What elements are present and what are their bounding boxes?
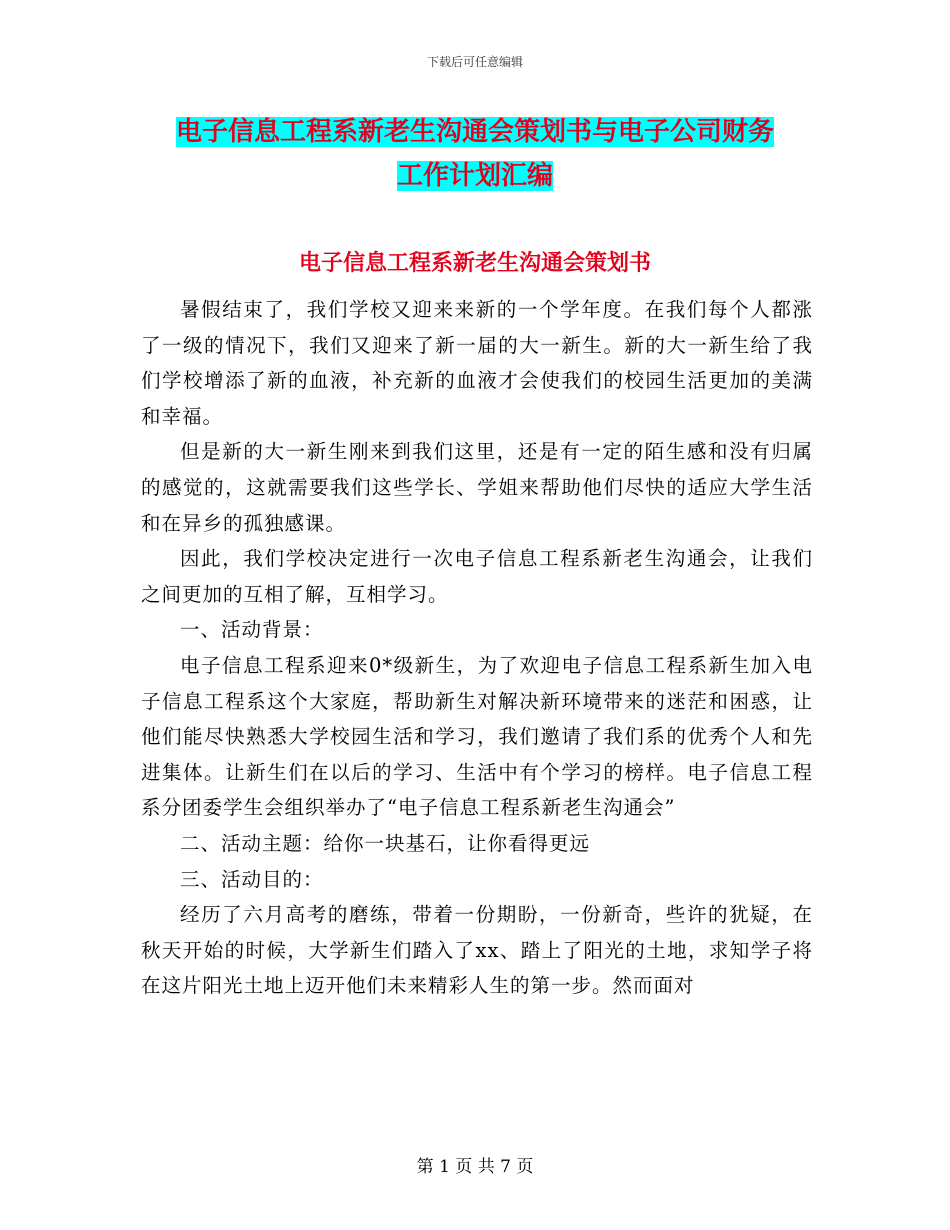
paragraph: 因此，我们学校决定进行一次电子信息工程系新老生沟通会，让我们之间更加的互相了解，互相学习。 — [141, 547, 813, 606]
section-title: 电子信息工程系新老生沟通会策划书 — [298, 250, 651, 276]
document-title-line-2: 工作计划汇编 — [396, 161, 553, 191]
paragraph: 但是新的大一新生刚来到我们这里，还是有一定的陌生感和没有归属的感觉的，这就需要我们这些学长、学姐来帮助他们尽快的适应大学生活和在异乡的孤独感课。 — [141, 440, 813, 535]
page-footer: 第 1 页 共 7 页 — [416, 1157, 534, 1177]
paragraph: 电子信息工程系迎来0*级新生，为了欢迎电子信息工程系新生加入电子信息工程系这个大家庭，帮助新生对解决新环境带来的迷茫和困惑，让他们能尽快熟悉大学校园生活和学习，我们邀请了我们系的优秀个人和先进集体。让新生们在以后的学习、生活中有个学习的榜样。电子信息工程系分团委学生会组织举办了“电子信息工程系新老生沟通会” — [141, 653, 813, 820]
section-heading: 二、活动主题：给你一块基石，让你看得更远 — [180, 831, 591, 855]
header-note: 下载后可任意编辑 — [426, 55, 523, 69]
document-title-line-1: 电子信息工程系新老生沟通会策划书与电子公司财务 — [175, 117, 774, 147]
paragraph: 经历了六月高考的磨练，带着一份期盼，一份新奇，些许的犹疑，在秋天开始的时候，大学新生们踏入了xx、踏上了阳光的土地，求知学子将在这片阳光土地上迈开他们未来精彩人生的第一步。然而面对 — [141, 903, 813, 998]
body-text — [141, 292, 813, 1004]
section-heading: 一、活动背景： — [180, 618, 324, 642]
section-heading: 三、活动目的： — [180, 867, 324, 891]
document-title — [140, 110, 810, 198]
paragraph: 暑假结束了，我们学校又迎来来新的一个学年度。在我们每个人都涨了一级的情况下，我们又迎来了新一届的大一新生。新的大一新生给了我们学校增添了新的血液，补充新的血液才会使我们的校园生活更加的美满和幸福。 — [141, 298, 813, 428]
